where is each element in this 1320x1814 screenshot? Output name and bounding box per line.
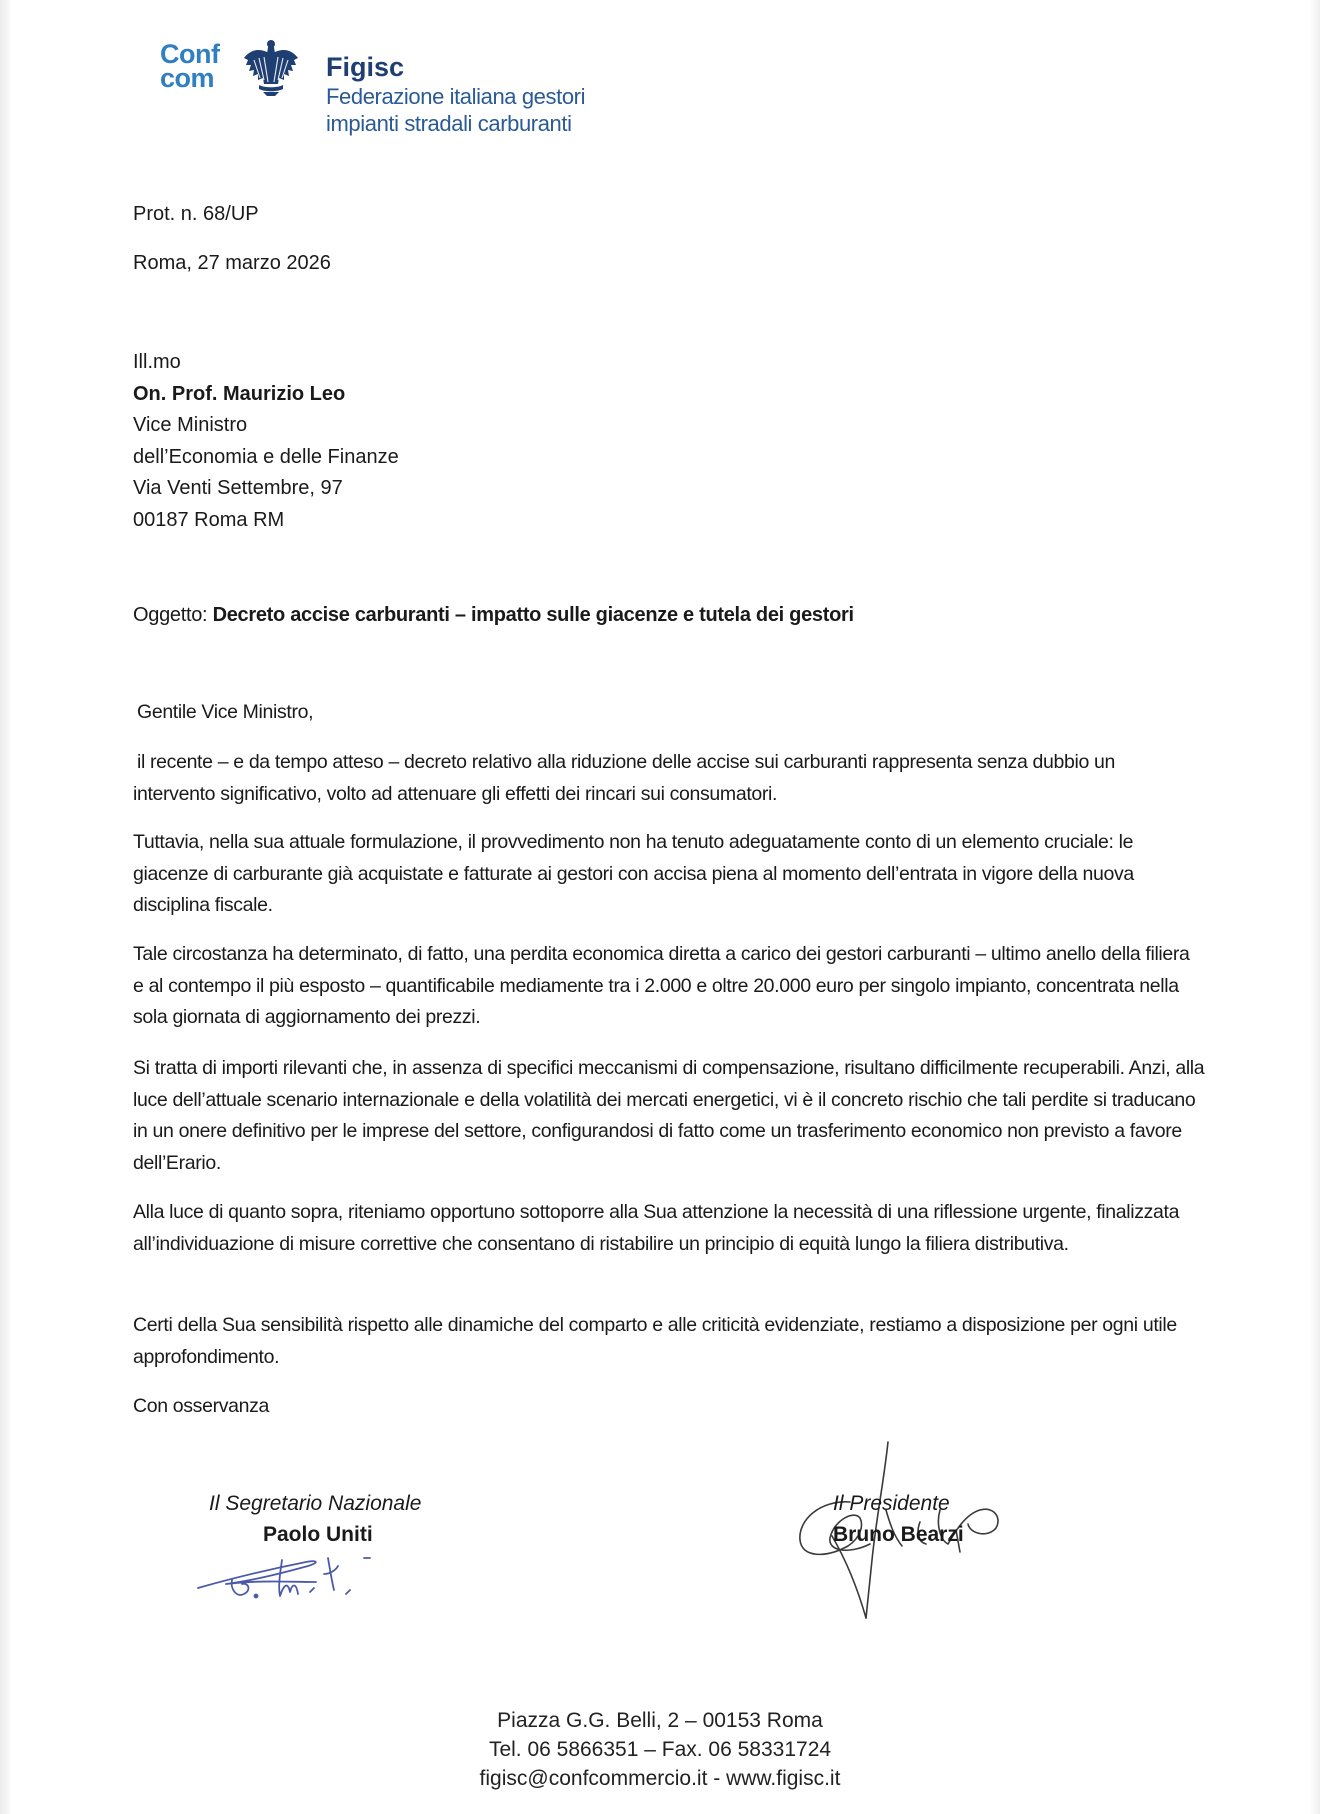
body-paragraph-6: Certi della Sua sensibilità rispetto alle dinamiche del comparto e alle criticità evidenziate, restiamo a disposizione per ogni utile approfondimento. xyxy=(133,1314,1177,1368)
signature-block-president xyxy=(833,1488,964,1550)
org-subtitle-line2: impianti stradali carburanti xyxy=(326,111,572,136)
signatory-name: Paolo Uniti xyxy=(263,1523,373,1546)
recipient-role: Vice Ministro xyxy=(133,414,248,436)
org-name: Figisc xyxy=(326,52,405,82)
eagle-emblem-icon xyxy=(242,38,300,100)
place-date: Roma, 27 marzo 2026 xyxy=(133,252,331,274)
footer-phone-fax: Tel. 06 5866351 – Fax. 06 58331724 xyxy=(488,1738,832,1761)
handwritten-signature-uniti-icon xyxy=(196,1540,426,1610)
signatory-role: Il Presidente xyxy=(833,1492,950,1515)
body-paragraph-5: Alla luce di quanto sopra, riteniamo opportuno sottoporre alla Sua attenzione la necessità di una riflessione urgente, finalizzata all’individuazione di misure correttive che consentano di ristabilire un principio di equità lungo la filiera distributiva. xyxy=(133,1201,1180,1255)
subject-line xyxy=(133,600,854,631)
protocol-number: Prot. n. 68/UP xyxy=(133,203,259,225)
confcom-logo xyxy=(160,39,220,93)
recipient-name: On. Prof. Maurizio Leo xyxy=(133,382,346,405)
page-edge-shadow-right xyxy=(1310,0,1320,1814)
letterhead xyxy=(158,38,638,148)
signatory-role: Il Segretario Nazionale xyxy=(209,1492,422,1515)
confcom-logo-line1: Conf xyxy=(160,39,220,69)
recipient-title: Ill.mo xyxy=(133,351,181,373)
recipient-block xyxy=(133,347,399,536)
footer xyxy=(0,1706,1320,1793)
closing: Con osservanza xyxy=(133,1395,270,1417)
subject-label: Oggetto: xyxy=(133,604,213,626)
footer-contacts[interactable]: figisc@confcommercio.it - www.figisc.it xyxy=(479,1767,841,1790)
confcom-logo-line2: com xyxy=(160,63,215,93)
recipient-street: Via Venti Settembre, 97 xyxy=(133,477,343,499)
footer-address: Piazza G.G. Belli, 2 – 00153 Roma xyxy=(497,1709,823,1732)
body-paragraph-4: Si tratta di importi rilevanti che, in assenza di specifici meccanismi di compensazione, risultano difficilmente recuperabili. Anzi, alla luce dell’attuale scenario internazionale e della volatilità dei mercati energetici, vi è il concreto rischio che tali perdite si traducano in un onere definitivo per le imprese del settore, configurandosi di fatto come un trasferimento economico non previsto a favore dell’Erario. xyxy=(133,1057,1205,1174)
body-paragraph-2: Tuttavia, nella sua attuale formulazione, il provvedimento non ha tenuto adeguatamente conto di un elemento cruciale: le giacenze di carburante già acquistate e fatturate ai gestori con accisa piena al momento dell’entrata in vigore della nuova disciplina fiscale. xyxy=(133,831,1134,916)
org-subtitle-line1: Federazione italiana gestori xyxy=(326,84,586,109)
org-subtitle xyxy=(326,84,585,138)
body-paragraph-3: Tale circostanza ha determinato, di fatto, una perdita economica diretta a carico dei gestori carburanti – ultimo anello della filiera e al contempo il più esposto – quantificabile mediamente tra i 2.000 e oltre 20.000 euro per singolo impianto, concentrata nella sola giornata di aggiornamento dei prezzi. xyxy=(133,943,1190,1028)
subject-text: Decreto accise carburanti – impatto sulle giacenze e tutela dei gestori xyxy=(212,604,854,626)
body-paragraph-1: il recente – e da tempo atteso – decreto relativo alla riduzione delle accise sui carburanti rappresenta senza dubbio un intervento significativo, volto ad attenuare gli effetti dei rincari sui consumatori. xyxy=(133,751,1116,805)
recipient-city: 00187 Roma RM xyxy=(133,508,285,531)
signatory-name: Bruno Bearzi xyxy=(833,1523,964,1546)
page-edge-shadow-left xyxy=(0,0,12,1814)
recipient-ministry: dell’Economia e delle Finanze xyxy=(133,445,399,468)
greeting: Gentile Vice Ministro, xyxy=(137,701,314,723)
